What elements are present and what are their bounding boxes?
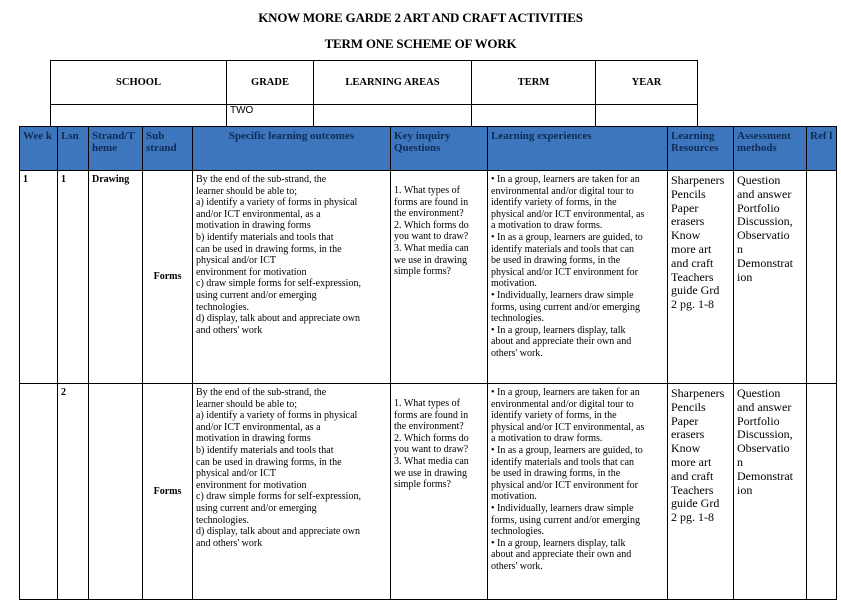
value-grade: TWO — [227, 105, 314, 127]
assessment-methods-cell: Question and answer Portfolio Discussion, Observatio n Demonstrat ion — [734, 171, 807, 384]
learning-outcomes-cell: By the end of the sub-strand, the learner should be able to; a) identify a variety of forms in physical and/or ICT environmental, as a motivation in drawing forms b) identify materials and tools that can be used in drawing forms, in the physical and/or ICT environment for motivation c) draw simple forms for self-expression, using current and/or emerging technologies. d) display, talk about and appreciate own and others' work — [193, 384, 391, 600]
learning-resources-cell: Sharpeners Pencils Paper erasers Know more art and craft Teachers guide Grd 2 pg. 1-8 — [668, 171, 734, 384]
col-lesson: Lsn — [58, 127, 89, 171]
assessment-methods-cell: Question and answer Portfolio Discussion, Observatio n Demonstrat ion — [734, 384, 807, 600]
lesson-cell: 2 — [58, 384, 89, 600]
col-assessment-methods: Assessment methods — [734, 127, 807, 171]
col-sub-strand: Sub strand — [143, 127, 193, 171]
reflection-cell — [807, 384, 837, 600]
value-school — [51, 105, 227, 127]
header-school: SCHOOL — [51, 61, 227, 105]
learning-experiences-cell: • In a group, learners are taken for an environmental and/or digital tour to identify variety of forms, in the physical and/or ICT environmental, as a motivation to draw forms. • In as a group, learners are guided, to identify materials and tools that can be used in drawing forms, in the physical and/or ICT environment for motivation. • Individually, learners draw simple forms, using current and/or emerging technologies. • In a group, learners display, talk about and appreciate their own and others' work. — [488, 384, 668, 600]
reflection-cell — [807, 171, 837, 384]
document-subtitle: TERM ONE SCHEME OF WORK — [324, 36, 517, 51]
sub-strand-cell: Forms — [143, 384, 193, 600]
col-inquiry-questions: Key inquiry Questions — [391, 127, 488, 171]
inquiry-questions-cell: 1. What types of forms are found in the environment? 2. Which forms do you want to draw? 3. What media can we use in drawing simple forms? — [391, 171, 488, 384]
lesson-cell: 1 — [58, 171, 89, 384]
value-year — [596, 105, 698, 127]
header-grade: GRADE — [227, 61, 314, 105]
week-cell: 1 — [20, 171, 58, 384]
value-learning-areas — [314, 105, 472, 127]
header-term: TERM — [472, 61, 596, 105]
col-learning-experiences: Learning experiences — [488, 127, 668, 171]
strand-cell — [89, 384, 143, 600]
school-info-table — [50, 60, 698, 126]
col-learning-resources: Learning Resources — [668, 127, 734, 171]
header-year: YEAR — [596, 61, 698, 105]
strand-cell: Drawing — [89, 171, 143, 384]
value-term — [472, 105, 596, 127]
table-row — [20, 384, 837, 600]
table-header-row — [20, 127, 837, 171]
col-learning-outcomes: Specific learning outcomes — [193, 127, 391, 171]
table-row — [20, 171, 837, 384]
col-week: Wee k — [20, 127, 58, 171]
inquiry-questions-cell: 1. What types of forms are found in the environment? 2. Which forms do you want to draw? 3. What media can we use in drawing simple forms? — [391, 384, 488, 600]
learning-resources-cell: Sharpeners Pencils Paper erasers Know more art and craft Teachers guide Grd 2 pg. 1-8 — [668, 384, 734, 600]
week-cell — [20, 384, 58, 600]
scheme-of-work-table — [19, 126, 837, 600]
sub-strand-cell: Forms — [143, 171, 193, 384]
col-strand: Strand/T heme — [89, 127, 143, 171]
header-learning-areas: LEARNING AREAS — [314, 61, 472, 105]
document-title: KNOW MORE GARDE 2 ART AND CRAFT ACTIVITIES — [258, 10, 583, 25]
learning-outcomes-cell: By the end of the sub-strand, the learner should be able to; a) identify a variety of forms in physical and/or ICT environmental, as a motivation in drawing forms b) identify materials and tools that can be used in drawing forms, in the physical and/or ICT environment for motivation c) draw simple forms for self-expression, using current and/or emerging technologies. d) display, talk about and appreciate own and others' work — [193, 171, 391, 384]
col-reflection: Ref l — [807, 127, 837, 171]
learning-experiences-cell: • In a group, learners are taken for an environmental and/or digital tour to identify variety of forms, in the physical and/or ICT environmental, as a motivation to draw forms. • In as a group, learners are guided, to identify materials and tools that can be used in drawing forms, in the physical and/or ICT environment for motivation. • Individually, learners draw simple forms, using current and/or emerging technologies. • In a group, learners display, talk about and appreciate their own and others' work. — [488, 171, 668, 384]
